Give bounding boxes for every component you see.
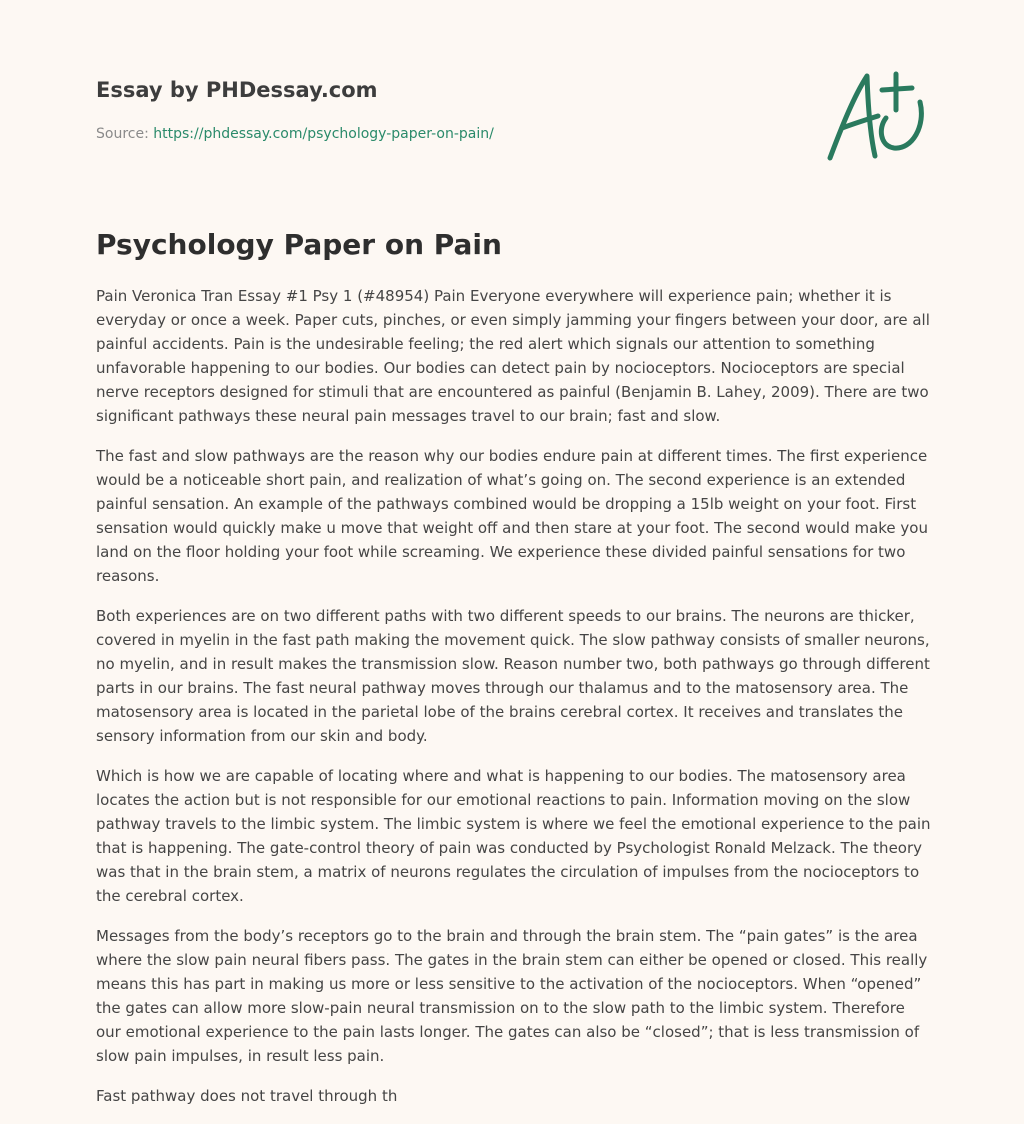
essay-body — [96, 284, 931, 1124]
site-brand: Essay by PHDessay.com — [96, 78, 378, 102]
source-label: Source: — [96, 126, 154, 142]
essay-paragraph: Both experiences are on two different paths with two different speeds to our brains. The neurons are thicker, covered in myelin in the fast path making the movement quick. The slow pathway consists of smaller neurons, no myelin, and in result makes the transmission slow. Reason number two, both pathways go through different parts in our brains. The fast neural pathway moves through our thalamus and to the matosensory area. The matosensory area is located in the parietal lobe of the brains cerebral cortex. It receives and translates the sensory information from our skin and body. — [96, 607, 930, 745]
page-header — [96, 76, 796, 144]
a-plus-logo-icon — [820, 66, 930, 166]
essay-paragraph: Pain Veronica Tran Essay #1 Psy 1 (#48954) Pain Everyone everywhere will experience pain; whether it is everyday or once a week. Paper cuts, pinches, or even simply jamming your fingers between your door, are all painful accidents. Pain is the undesirable feeling; the red alert which signals our attention to something unfavorable happening to our bodies. Our bodies can detect pain by nocioceptors. Nocioceptors are special nerve receptors designed for stimuli that are encountered as painful (Benjamin B. Lahey, 2009). There are two significant pathways these neural pain messages travel to our brain; fast and slow. — [96, 287, 930, 425]
source-link[interactable]: https://phdessay.com/psychology-paper-on-pain/ — [153, 126, 494, 142]
essay-paragraph: The fast and slow pathways are the reason why our bodies endure pain at different times. The first experience would be a noticeable short pain, and realization of what’s going on. The second experience is an extended painful sensation. An example of the pathways combined would be dropping a 15lb weight on your foot. First sensation would quickly make u move that weight off and then stare at your foot. The second would make you land on the floor holding your foot while screaming. We experience these divided painful sensations for two reasons. — [96, 447, 928, 585]
essay-title: Psychology Paper on Pain — [96, 228, 502, 261]
source-line — [96, 124, 796, 144]
essay-paragraph: Fast pathway does not travel through th — [96, 1087, 398, 1105]
essay-paragraph: Which is how we are capable of locating where and what is happening to our bodies. The matosensory area locates the action but is not responsible for our emotional reactions to pain. Information moving on the slow pathway travels to the limbic system. The limbic system is where we feel the emotional experience to the pain that is happening. The gate-control theory of pain was conducted by Psychologist Ronald Melzack. The theory was that in the brain stem, a matrix of neurons regulates the circulation of impulses from the nocioceptors to the cerebral cortex. — [96, 767, 931, 905]
essay-paragraph: Messages from the body’s receptors go to the brain and through the brain stem. The “pain gates” is the area where the slow pain neural fibers pass. The gates in the brain stem can either be opened or closed. This really means this has part in making us more or less sensitive to the activation of the nocioceptors. When “opened” the gates can allow more slow-pain neural transmission on to the slow path to the limbic system. Therefore our emotional experience to the pain lasts longer. The gates can also be “closed”; that is less transmission of slow pain impulses, in result less pain. — [96, 927, 928, 1065]
